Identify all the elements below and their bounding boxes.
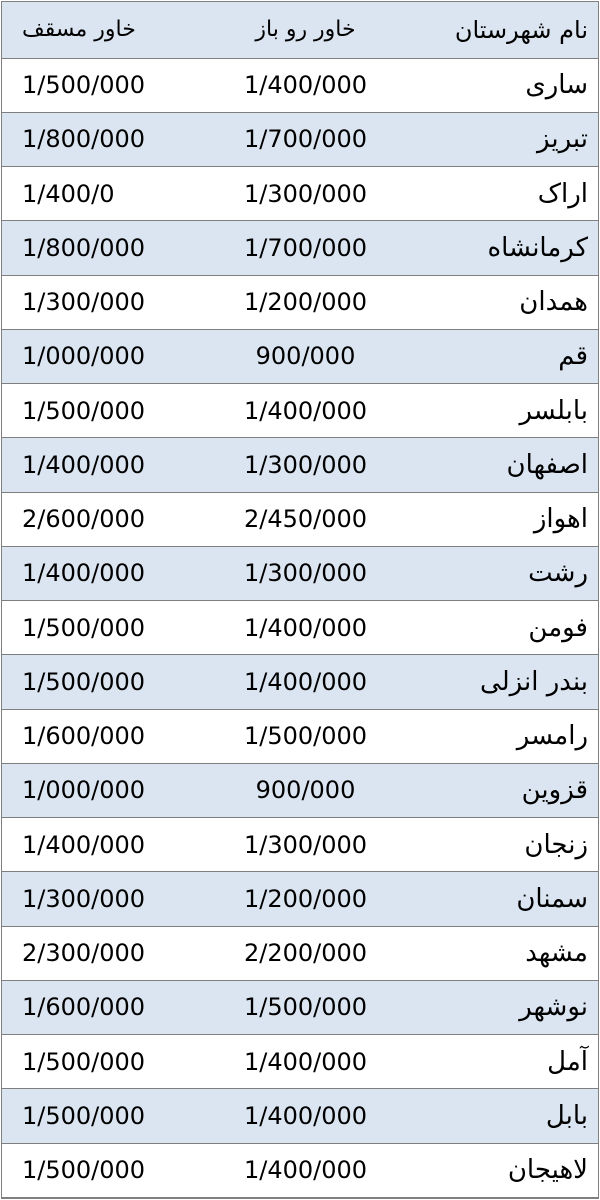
cell-roofed-price: 1/400/0 [2,167,203,221]
table-row [2,546,598,600]
cell-open-price: 1/700/000 [203,112,408,166]
header-city-name: نام شهرستان [408,2,598,58]
table-row [2,384,598,438]
cell-open-price: 2/200/000 [203,926,408,980]
cell-city-name: بابل [408,1089,598,1143]
cell-open-price: 1/300/000 [203,546,408,600]
cell-roofed-price: 1/800/000 [2,112,203,166]
cell-roofed-price: 1/500/000 [2,601,203,655]
cell-city-name: همدان [408,275,598,329]
cell-city-name: نوشهر [408,980,598,1034]
header-roofed: خاور مسقف [2,2,203,58]
table-row [2,709,598,763]
table-row [2,655,598,709]
cell-open-price: 1/400/000 [203,58,408,112]
cell-city-name: زنجان [408,818,598,872]
table-row [2,926,598,980]
cell-open-price: 1/400/000 [203,1089,408,1143]
cell-city-name: اصفهان [408,438,598,492]
table-body [2,58,598,1198]
table-row [2,492,598,546]
cell-open-price: 1/400/000 [203,655,408,709]
cell-open-price: 1/500/000 [203,980,408,1034]
cell-roofed-price: 1/000/000 [2,763,203,817]
price-table-container [1,1,599,1199]
header-open: خاور رو باز [203,2,408,58]
table-row [2,1035,598,1089]
cell-roofed-price: 1/500/000 [2,384,203,438]
cell-city-name: کرمانشاه [408,221,598,275]
table-row [2,818,598,872]
table-row [2,1089,598,1143]
cell-roofed-price: 2/300/000 [2,926,203,980]
cell-city-name: قم [408,329,598,383]
table-row [2,601,598,655]
cell-roofed-price: 1/000/000 [2,329,203,383]
cell-open-price: 1/200/000 [203,872,408,926]
table-row [2,221,598,275]
cell-city-name: رامسر [408,709,598,763]
cell-open-price: 1/400/000 [203,601,408,655]
cell-city-name: اراک [408,167,598,221]
table-row [2,112,598,166]
cell-city-name: بندر انزلی [408,655,598,709]
cell-city-name: آمل [408,1035,598,1089]
table-row [2,1143,598,1198]
cell-city-name: تبریز [408,112,598,166]
table-row [2,872,598,926]
cell-city-name: ساری [408,58,598,112]
cell-city-name: فومن [408,601,598,655]
cell-open-price: 1/500/000 [203,709,408,763]
table-row [2,167,598,221]
cell-open-price: 1/400/000 [203,1035,408,1089]
cell-city-name: سمنان [408,872,598,926]
cell-open-price: 1/700/000 [203,221,408,275]
cell-roofed-price: 1/500/000 [2,1035,203,1089]
cell-roofed-price: 1/400/000 [2,438,203,492]
table-row [2,329,598,383]
cell-roofed-price: 1/500/000 [2,1143,203,1198]
cell-city-name: مشهد [408,926,598,980]
cell-open-price: 1/400/000 [203,384,408,438]
cell-roofed-price: 1/500/000 [2,655,203,709]
cell-roofed-price: 1/400/000 [2,818,203,872]
table-header-row [2,2,598,58]
cell-open-price: 1/400/000 [203,1143,408,1198]
cell-roofed-price: 1/300/000 [2,275,203,329]
cell-open-price: 900/000 [203,329,408,383]
cell-city-name: بابلسر [408,384,598,438]
cell-roofed-price: 1/600/000 [2,709,203,763]
cell-roofed-price: 1/800/000 [2,221,203,275]
cell-roofed-price: 1/300/000 [2,872,203,926]
cell-roofed-price: 1/400/000 [2,546,203,600]
cell-open-price: 1/300/000 [203,167,408,221]
cell-open-price: 1/300/000 [203,818,408,872]
table-row [2,763,598,817]
cell-city-name: قزوین [408,763,598,817]
cell-open-price: 900/000 [203,763,408,817]
price-table [2,2,598,1198]
table-row [2,275,598,329]
cell-roofed-price: 1/500/000 [2,1089,203,1143]
cell-city-name: لاهیجان [408,1143,598,1198]
cell-city-name: رشت [408,546,598,600]
cell-roofed-price: 1/500/000 [2,58,203,112]
cell-open-price: 2/450/000 [203,492,408,546]
cell-open-price: 1/300/000 [203,438,408,492]
cell-roofed-price: 1/600/000 [2,980,203,1034]
cell-roofed-price: 2/600/000 [2,492,203,546]
cell-city-name: اهواز [408,492,598,546]
table-row [2,980,598,1034]
table-row [2,438,598,492]
table-row [2,58,598,112]
cell-open-price: 1/200/000 [203,275,408,329]
